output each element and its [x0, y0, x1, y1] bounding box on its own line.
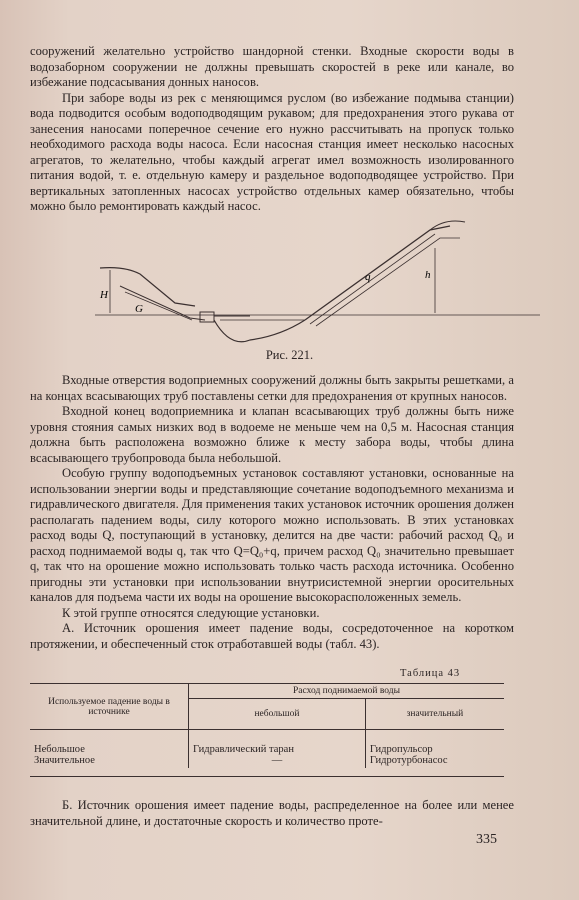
table-col-large	[365, 730, 504, 769]
figure-caption: Рис. 221.	[265, 348, 314, 362]
row-label-small: Небольшое	[34, 744, 85, 755]
text-block-top	[30, 44, 514, 215]
paragraph-4: Входной конец водоприемника и клапан всасывающих труб должны быть ниже уровня стояния самых низких вод в водоеме не меньше чем на 0,5 м. Насосная станция должна быть расположена возможно ближе к месту забора воды, чтобы длина всасывающего трубопровода была небольшой.	[30, 404, 514, 465]
label-G: G	[135, 303, 143, 315]
cell-small-2: —	[271, 755, 283, 766]
table-head-large: значительный	[406, 709, 464, 719]
table-43	[30, 683, 504, 777]
table-head-group: Расход поднимаемой воды	[189, 684, 505, 699]
paragraph-3: Входные отверстия водоприемных сооружений должны быть закрыты решетками, а на концах всасывающих труб поставлены сетки для предохранения от крупных наносов.	[30, 373, 514, 403]
paragraph-6: К этой группе относятся следующие установки.	[62, 605, 320, 620]
paragraph-1: сооружений желательно устройство шандорной стенки. Входные скорости воды в водозаборном сооружении не должны превышать скоростей в реке или канале, во избежание подсасывания донных наносов.	[30, 44, 514, 89]
paragraph-2: При заборе воды из рек с меняющимся руслом (во избежание подмыва станции) вода подводится особым водоподводящим рукавом; для предохранения этого рукава от занесения наносами поперечное сечение его нужно рассчитывать на пропуск только необходимого расхода воды насоса. Если насосная станция имеет несколько насосных агрегатов, то желательно, чтобы каждый агрегат имел возможность изолированного питания водой, т. е. отдельную камеру и раздельное водоподводящее устройство. При вертикальных затопленных насосах устройство отдельных камер обязательно, чтобы можно было ремонтировать каждый насос.	[30, 90, 514, 213]
text-block-bottom	[30, 798, 514, 829]
cell-large-1: Гидропульсор	[369, 744, 433, 755]
table-head-small: небольшой	[189, 699, 366, 730]
paragraph-7: А. Источник орошения имеет падение воды, сосредоточенное на коротком протяжении, и обеспеченный сток отработавшей воды (табл. 43).	[30, 621, 514, 651]
table-number: Таблица 43	[400, 668, 461, 679]
table-head-left: Используемое падение воды в источнике	[30, 684, 189, 730]
row-label-large: Значительное	[34, 755, 95, 766]
table-col-small	[189, 730, 366, 769]
paragraph-5: Особую группу водоподъемных установок составляют установки, основанные на использовании энергии воды и представляющие сочетание водоподъемного механизма и гидравлического двигателя. Для применения таких установок источник орошения должен располагать падением воды, силу которого можно использовать. В этих установках расход воды Q, поступающий в установку, делится на две части: рабочий расход Q₀ и расход поднимаемой воды q, так что Q=Q₀+q, причем расход Q₀ значительно превышает q, так что на орошение можно использовать только часть расхода источника. Особенно пригодны эти установки при использовании внутрисистемной энергии оросительных каналов для подъема части их воды на орошение высокорасположенных земель.	[30, 466, 514, 604]
table-row-labels	[30, 730, 189, 769]
text-block-middle	[30, 373, 514, 652]
label-q: q	[365, 271, 371, 283]
label-H: H	[100, 289, 108, 301]
cell-small-1: Гидравлический таран	[193, 744, 294, 755]
figure-221-diagram	[80, 208, 540, 358]
page-number: 335	[476, 832, 497, 847]
cell-large-2: Гидротурбонасос	[369, 755, 448, 766]
label-h: h	[425, 269, 431, 281]
paragraph-8: Б. Источник орошения имеет падение воды, распределенное на более или менее значительной длине, и достаточные скорость и количество проте-	[30, 798, 514, 828]
